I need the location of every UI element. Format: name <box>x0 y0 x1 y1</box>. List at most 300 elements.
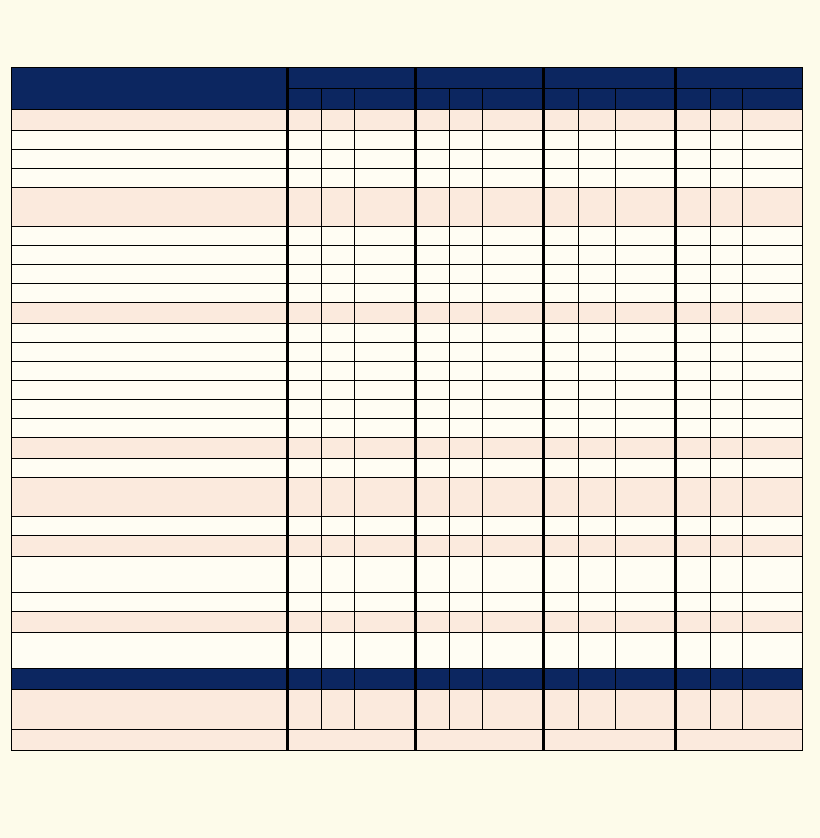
cell-cdeos <box>615 110 676 131</box>
cell-cs <box>449 478 482 517</box>
cell-tc <box>544 150 579 169</box>
cell-tc <box>676 110 710 131</box>
cell-cdeos <box>354 633 415 669</box>
cell-tc <box>415 110 449 131</box>
cell-cdeos <box>483 400 544 419</box>
header-sub-tc <box>288 89 321 110</box>
header-sub-cs <box>449 89 482 110</box>
row-label <box>12 381 288 400</box>
cell-cs <box>579 400 615 419</box>
header-class-12 <box>676 68 803 89</box>
cell-tc <box>676 633 710 669</box>
cell-tc <box>676 150 710 169</box>
cell-cs <box>710 131 742 150</box>
table-row <box>12 227 803 246</box>
cell-tc <box>288 110 321 131</box>
cell-cdeos <box>743 131 803 150</box>
cell-cs <box>449 536 482 557</box>
cell-cs <box>579 324 615 343</box>
cell-tc <box>676 169 710 188</box>
cell-cdeos <box>354 362 415 381</box>
cell-cdeos <box>743 343 803 362</box>
cell-cdeos <box>743 669 803 690</box>
cell-cs <box>579 536 615 557</box>
cell-tc <box>415 478 449 517</box>
header-row-classes <box>12 68 803 89</box>
cell-cs <box>579 557 615 593</box>
cell-tc <box>544 227 579 246</box>
cell-cdeos <box>483 593 544 612</box>
header-sub-tc <box>544 89 579 110</box>
cell-cdeos <box>354 419 415 438</box>
cell-cdeos <box>615 150 676 169</box>
total-class-range <box>544 730 676 751</box>
cell-cs <box>710 303 742 324</box>
cell-cs <box>449 557 482 593</box>
cell-tc <box>676 284 710 303</box>
cell-cdeos <box>354 612 415 633</box>
cell-cdeos <box>483 459 544 478</box>
cell-cdeos <box>615 459 676 478</box>
cell-cs <box>321 131 354 150</box>
cell-cs <box>579 343 615 362</box>
cell-tc <box>288 478 321 517</box>
cell-cdeos <box>615 169 676 188</box>
table-row-area <box>12 536 803 557</box>
cell-cs <box>579 438 615 459</box>
cell-cs <box>579 362 615 381</box>
cell-cs <box>321 246 354 265</box>
cell-tc <box>415 246 449 265</box>
total-class-range <box>415 730 543 751</box>
header-sub-cs <box>321 89 354 110</box>
cell-tc <box>544 188 579 227</box>
cell-cs <box>449 169 482 188</box>
header-class-10 <box>415 68 543 89</box>
table-row-area <box>12 303 803 324</box>
cell-cdeos <box>483 246 544 265</box>
cell-cs <box>710 612 742 633</box>
row-label <box>12 284 288 303</box>
cell-cs <box>449 227 482 246</box>
cell-cdeos <box>743 362 803 381</box>
cell-cdeos <box>615 517 676 536</box>
cell-cdeos <box>354 517 415 536</box>
cell-tc <box>288 381 321 400</box>
cell-cs <box>449 303 482 324</box>
cell-cdeos <box>483 150 544 169</box>
cell-cs <box>321 593 354 612</box>
cell-cs <box>579 284 615 303</box>
cell-cs <box>579 419 615 438</box>
cell-cs <box>449 633 482 669</box>
cell-tc <box>288 246 321 265</box>
cell-cdeos <box>354 557 415 593</box>
table-row-area <box>12 478 803 517</box>
cell-cs <box>710 246 742 265</box>
cell-cs <box>579 169 615 188</box>
cell-cdeos <box>743 324 803 343</box>
cell-tc <box>676 478 710 517</box>
cell-cs <box>321 419 354 438</box>
cell-cs <box>710 478 742 517</box>
cell-cdeos <box>354 188 415 227</box>
cell-cs <box>579 690 615 730</box>
row-label <box>12 478 288 517</box>
cell-cdeos <box>743 400 803 419</box>
cell-cs <box>449 188 482 227</box>
row-label <box>12 536 288 557</box>
cell-tc <box>544 381 579 400</box>
cell-tc <box>415 612 449 633</box>
cell-cdeos <box>354 669 415 690</box>
cell-tc <box>676 400 710 419</box>
cell-cs <box>449 150 482 169</box>
header-sub-cdeoș <box>354 89 415 110</box>
row-label <box>12 419 288 438</box>
cell-cs <box>710 400 742 419</box>
cell-cs <box>321 303 354 324</box>
cell-cdeos <box>483 227 544 246</box>
header-sub-cdeoș <box>483 89 544 110</box>
cell-tc <box>544 438 579 459</box>
cell-cdeos <box>483 362 544 381</box>
table-row <box>12 131 803 150</box>
cell-tc <box>288 131 321 150</box>
cell-cs <box>449 265 482 284</box>
cell-tc <box>415 169 449 188</box>
cell-cs <box>579 246 615 265</box>
cell-cdeos <box>483 419 544 438</box>
cell-cdeos <box>615 633 676 669</box>
cell-cdeos <box>354 690 415 730</box>
cell-cs <box>449 438 482 459</box>
table-row <box>12 362 803 381</box>
cell-cdeos <box>354 459 415 478</box>
table-row <box>12 593 803 612</box>
cell-tc <box>288 690 321 730</box>
cell-cs <box>449 131 482 150</box>
cell-cdeos <box>743 633 803 669</box>
table-body <box>12 110 803 751</box>
cell-cs <box>579 265 615 284</box>
total-class-range <box>288 730 415 751</box>
cell-tc <box>544 593 579 612</box>
cell-cs <box>321 438 354 459</box>
cell-cdeos <box>483 131 544 150</box>
cell-cdeos <box>615 536 676 557</box>
cell-cdeos <box>615 362 676 381</box>
cell-tc <box>676 438 710 459</box>
table-row <box>12 557 803 593</box>
cell-cs <box>710 110 742 131</box>
cell-cs <box>321 343 354 362</box>
cell-cdeos <box>354 303 415 324</box>
cell-tc <box>288 227 321 246</box>
cell-cdeos <box>615 324 676 343</box>
cell-cdeos <box>743 284 803 303</box>
cell-cs <box>710 150 742 169</box>
cell-cdeos <box>354 227 415 246</box>
cell-tc <box>676 381 710 400</box>
cell-cdeos <box>743 110 803 131</box>
cell-cdeos <box>615 690 676 730</box>
table-row <box>12 381 803 400</box>
cell-tc <box>676 343 710 362</box>
page-title <box>0 0 820 49</box>
table-row-total <box>12 730 803 751</box>
cell-cdeos <box>354 438 415 459</box>
cell-cs <box>321 557 354 593</box>
cell-cs <box>449 400 482 419</box>
cell-cdeos <box>615 131 676 150</box>
cell-cdeos <box>615 438 676 459</box>
cell-cs <box>321 362 354 381</box>
table-row <box>12 265 803 284</box>
cell-tc <box>544 669 579 690</box>
row-label <box>12 593 288 612</box>
header-class-11 <box>544 68 676 89</box>
cell-cdeos <box>615 557 676 593</box>
cell-cdeos <box>483 381 544 400</box>
cell-cdeos <box>743 690 803 730</box>
cell-tc <box>415 438 449 459</box>
cell-cs <box>449 419 482 438</box>
cell-tc <box>288 419 321 438</box>
cell-cdeos <box>615 381 676 400</box>
cell-cs <box>321 169 354 188</box>
cell-cdeos <box>354 400 415 419</box>
cell-cdeos <box>743 536 803 557</box>
cell-tc <box>415 517 449 536</box>
row-label <box>12 612 288 633</box>
cell-cs <box>579 478 615 517</box>
cell-tc <box>288 303 321 324</box>
cell-tc <box>415 188 449 227</box>
cell-cs <box>321 478 354 517</box>
cell-cdeos <box>483 438 544 459</box>
cell-cdeos <box>354 324 415 343</box>
cell-cs <box>321 150 354 169</box>
row-label <box>12 690 288 730</box>
cell-tc <box>676 324 710 343</box>
cell-tc <box>415 633 449 669</box>
cell-cdeos <box>483 633 544 669</box>
cell-tc <box>544 478 579 517</box>
cell-cdeos <box>743 227 803 246</box>
cell-tc <box>544 633 579 669</box>
cell-tc <box>288 459 321 478</box>
cell-tc <box>415 400 449 419</box>
cell-cs <box>449 612 482 633</box>
cell-cs <box>321 612 354 633</box>
row-label <box>12 246 288 265</box>
cell-tc <box>544 557 579 593</box>
cell-cs <box>321 400 354 419</box>
cell-tc <box>288 517 321 536</box>
cell-cs <box>710 324 742 343</box>
cell-tc <box>415 690 449 730</box>
cell-cdeos <box>615 188 676 227</box>
cell-cs <box>579 303 615 324</box>
cell-cs <box>449 593 482 612</box>
cell-tc <box>676 419 710 438</box>
cell-cdeos <box>354 593 415 612</box>
cell-cdeos <box>615 265 676 284</box>
total-class-range <box>676 730 803 751</box>
cell-cs <box>321 669 354 690</box>
row-label <box>12 459 288 478</box>
cell-cs <box>321 517 354 536</box>
cell-cs <box>710 188 742 227</box>
cell-cdeos <box>354 381 415 400</box>
cell-tc <box>288 284 321 303</box>
cell-tc <box>415 669 449 690</box>
cell-tc <box>288 265 321 284</box>
header-area-discipline <box>12 68 288 110</box>
cell-cdeos <box>483 303 544 324</box>
cell-cs <box>579 110 615 131</box>
cell-cdeos <box>354 478 415 517</box>
table-row-area <box>12 188 803 227</box>
table-row-cs-flexibil <box>12 669 803 690</box>
cell-tc <box>415 343 449 362</box>
table-row <box>12 633 803 669</box>
cell-cs <box>579 669 615 690</box>
row-label <box>12 343 288 362</box>
header-sub-cdeoș <box>743 89 803 110</box>
cell-tc <box>676 227 710 246</box>
cell-cs <box>449 362 482 381</box>
cell-cdeos <box>483 169 544 188</box>
row-label <box>12 324 288 343</box>
cell-cdeos <box>743 459 803 478</box>
cell-cdeos <box>743 557 803 593</box>
cell-cdeos <box>354 265 415 284</box>
cell-tc <box>676 612 710 633</box>
cell-cs <box>449 110 482 131</box>
cell-cs <box>579 381 615 400</box>
table-row-area <box>12 110 803 131</box>
cell-cdeos <box>615 246 676 265</box>
cell-tc <box>415 459 449 478</box>
cell-tc <box>288 438 321 459</box>
header-sub-tc <box>415 89 449 110</box>
cell-tc <box>544 400 579 419</box>
row-label <box>12 150 288 169</box>
cell-cs <box>321 284 354 303</box>
table-row <box>12 343 803 362</box>
cell-cdeos <box>483 690 544 730</box>
cell-cs <box>710 633 742 669</box>
cell-tc <box>676 188 710 227</box>
cell-cs <box>449 459 482 478</box>
cell-cdeos <box>615 227 676 246</box>
cell-cs <box>710 669 742 690</box>
table-row <box>12 459 803 478</box>
header-sub-tc <box>676 89 710 110</box>
cell-cs <box>710 593 742 612</box>
row-label <box>12 303 288 324</box>
cell-cdeos <box>354 536 415 557</box>
cell-cdeos <box>483 669 544 690</box>
cell-tc <box>288 536 321 557</box>
cell-cs <box>710 381 742 400</box>
cell-cs <box>710 227 742 246</box>
cell-tc <box>544 324 579 343</box>
cell-tc <box>288 188 321 227</box>
cell-tc <box>288 169 321 188</box>
cell-cdeos <box>483 343 544 362</box>
cell-tc <box>676 669 710 690</box>
cell-cdeos <box>615 400 676 419</box>
cell-tc <box>288 633 321 669</box>
cell-cs <box>710 557 742 593</box>
row-label <box>12 110 288 131</box>
cell-tc <box>415 419 449 438</box>
cell-cs <box>710 438 742 459</box>
cell-cdeos <box>483 110 544 131</box>
cell-cs <box>710 362 742 381</box>
cell-tc <box>288 612 321 633</box>
cell-cdeos <box>743 169 803 188</box>
cell-tc <box>676 131 710 150</box>
cell-cs <box>710 169 742 188</box>
cell-tc <box>676 517 710 536</box>
cell-tc <box>415 557 449 593</box>
cell-cs <box>321 459 354 478</box>
cell-cs <box>449 381 482 400</box>
cell-cs <box>449 324 482 343</box>
cell-cdeos <box>743 381 803 400</box>
cell-tc <box>288 557 321 593</box>
table-row <box>12 400 803 419</box>
cell-cdeos <box>615 284 676 303</box>
cell-cs <box>449 517 482 536</box>
row-label <box>12 265 288 284</box>
cell-cdeos <box>743 246 803 265</box>
cell-tc <box>415 536 449 557</box>
cell-cdeos <box>743 419 803 438</box>
cell-cs <box>579 188 615 227</box>
cell-cdeos <box>483 557 544 593</box>
cell-cdeos <box>615 343 676 362</box>
cell-cdeos <box>354 110 415 131</box>
cell-cdeos <box>354 284 415 303</box>
cell-cdeos <box>743 478 803 517</box>
cell-tc <box>676 557 710 593</box>
table-row <box>12 150 803 169</box>
cell-cs <box>579 459 615 478</box>
cell-cs <box>710 536 742 557</box>
cell-cs <box>579 633 615 669</box>
cell-tc <box>288 150 321 169</box>
cell-cdeos <box>615 593 676 612</box>
cell-cs <box>579 131 615 150</box>
cell-tc <box>676 362 710 381</box>
cell-tc <box>676 593 710 612</box>
cell-tc <box>676 536 710 557</box>
cell-tc <box>676 246 710 265</box>
cell-cs <box>449 690 482 730</box>
cell-cdeos <box>743 593 803 612</box>
cell-tc <box>415 324 449 343</box>
cell-tc <box>676 459 710 478</box>
cell-cdeos <box>743 150 803 169</box>
cell-tc <box>544 536 579 557</box>
row-label <box>12 227 288 246</box>
cell-cs <box>321 324 354 343</box>
